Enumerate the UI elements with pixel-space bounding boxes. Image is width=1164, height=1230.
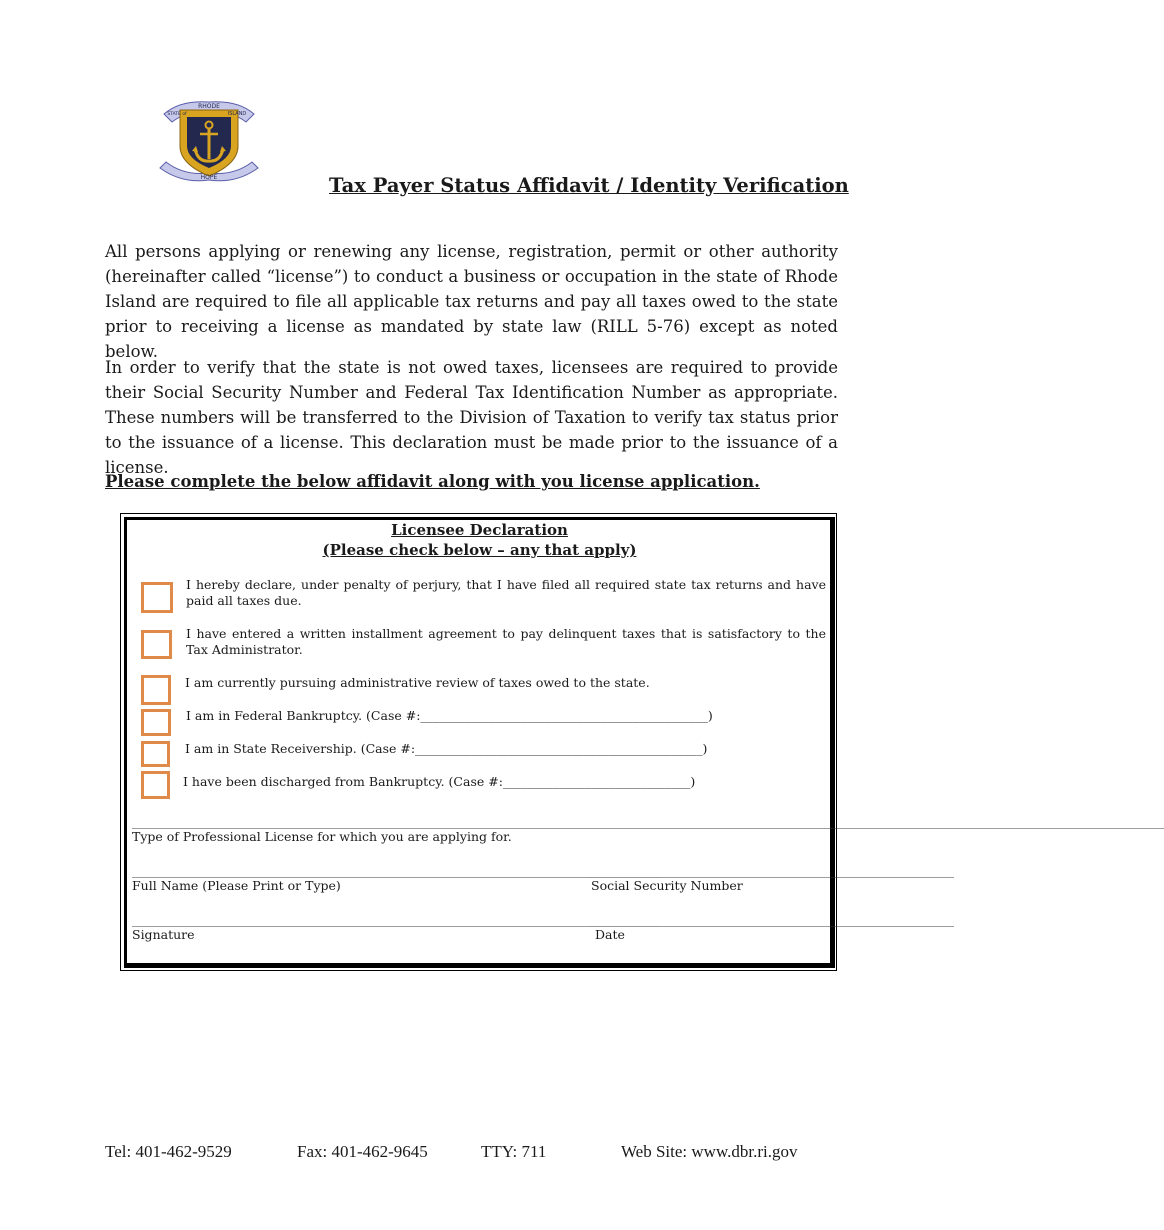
intro-paragraph: All persons applying or renewing any license, registration, permit or other authority (hereinafter called “license”) to conduct a business or occupation in the state of Rhode Island are required to file all applicable tax returns and pay all taxes owed to the state prior to receiving a license as mandated by state law (RILL 5-76) except as noted below. [105, 242, 838, 361]
seal-text-bottom: HOPE [200, 174, 218, 181]
declaration-title: Licensee Declaration [391, 521, 568, 539]
ssn-line[interactable]: _____________________________________________________________ [588, 864, 954, 878]
checkbox-installment-agreement[interactable] [141, 630, 172, 659]
option-discharged-bankruptcy-text: I have been discharged from Bankruptcy. (Case #:______________________________) [183, 774, 696, 789]
state-seal-logo [158, 96, 260, 188]
option-federal-bankruptcy-text: I am in Federal Bankruptcy. (Case #:______________________________________________) [186, 708, 713, 723]
footer-tty: TTY: 711 [481, 1142, 547, 1161]
verification-paragraph: In order to verify that the state is not owed taxes, licensees are required to provide their Social Security Number and Federal Tax Identification Number as appropriate. These numbers will be transferred to the Division of Taxation to verify tax status prior to the issuance of a license. This declaration must be made prior to the issuance of a license. [105, 358, 838, 477]
seal-text-top: RHODE [198, 103, 220, 110]
option-state-receivership-text: I am in State Receivership. (Case #:______________________________________________) [185, 741, 708, 756]
full-name-label: Full Name (Please Print or Type) [132, 878, 341, 893]
ssn-label: Social Security Number [591, 878, 743, 893]
page-title: Tax Payer Status Affidavit / Identity Verification [329, 174, 849, 197]
footer-website[interactable]: Web Site: www.dbr.ri.gov [621, 1142, 798, 1161]
footer-tel: Tel: 401-462-9529 [105, 1142, 232, 1161]
instruction-text: Please complete the below affidavit along with you license application. [105, 472, 760, 491]
checkbox-filed-returns[interactable] [141, 582, 173, 613]
checkbox-federal-bankruptcy[interactable] [141, 709, 171, 736]
declaration-subtitle: (Please check below – any that apply) [322, 541, 637, 559]
seal-text-left: STATE of [167, 112, 187, 117]
date-line[interactable]: _____________________________________________________________ [588, 913, 954, 927]
footer-fax: Fax: 401-462-9645 [297, 1142, 428, 1161]
option-filed-returns-text: I hereby declare, under penalty of perjury, that I have filed all required state tax returns and have paid all taxes due. [186, 577, 826, 608]
seal-text-middle: ISLAND [227, 111, 247, 117]
checkbox-discharged-bankruptcy[interactable] [141, 771, 170, 799]
option-administrative-review-text: I am currently pursuing administrative review of taxes owed to the state. [185, 675, 650, 690]
checkbox-state-receivership[interactable] [141, 741, 170, 767]
option-installment-agreement-text: I have entered a written installment agreement to pay delinquent taxes that is satisfactory to the Tax Administrator. [186, 626, 826, 657]
license-type-label: Type of Professional License for which you are applying for. [132, 829, 512, 844]
full-name-line[interactable]: ________________________________________________________________________________________ [132, 864, 660, 878]
signature-label: Signature [132, 927, 195, 942]
checkbox-administrative-review[interactable] [141, 675, 171, 705]
date-label: Date [595, 927, 625, 942]
signature-line[interactable]: ________________________________________________________________________________________ [132, 913, 660, 927]
license-type-line[interactable]: ____________________________________________________________________________________________________________________________________________________________________________ [132, 815, 1164, 829]
